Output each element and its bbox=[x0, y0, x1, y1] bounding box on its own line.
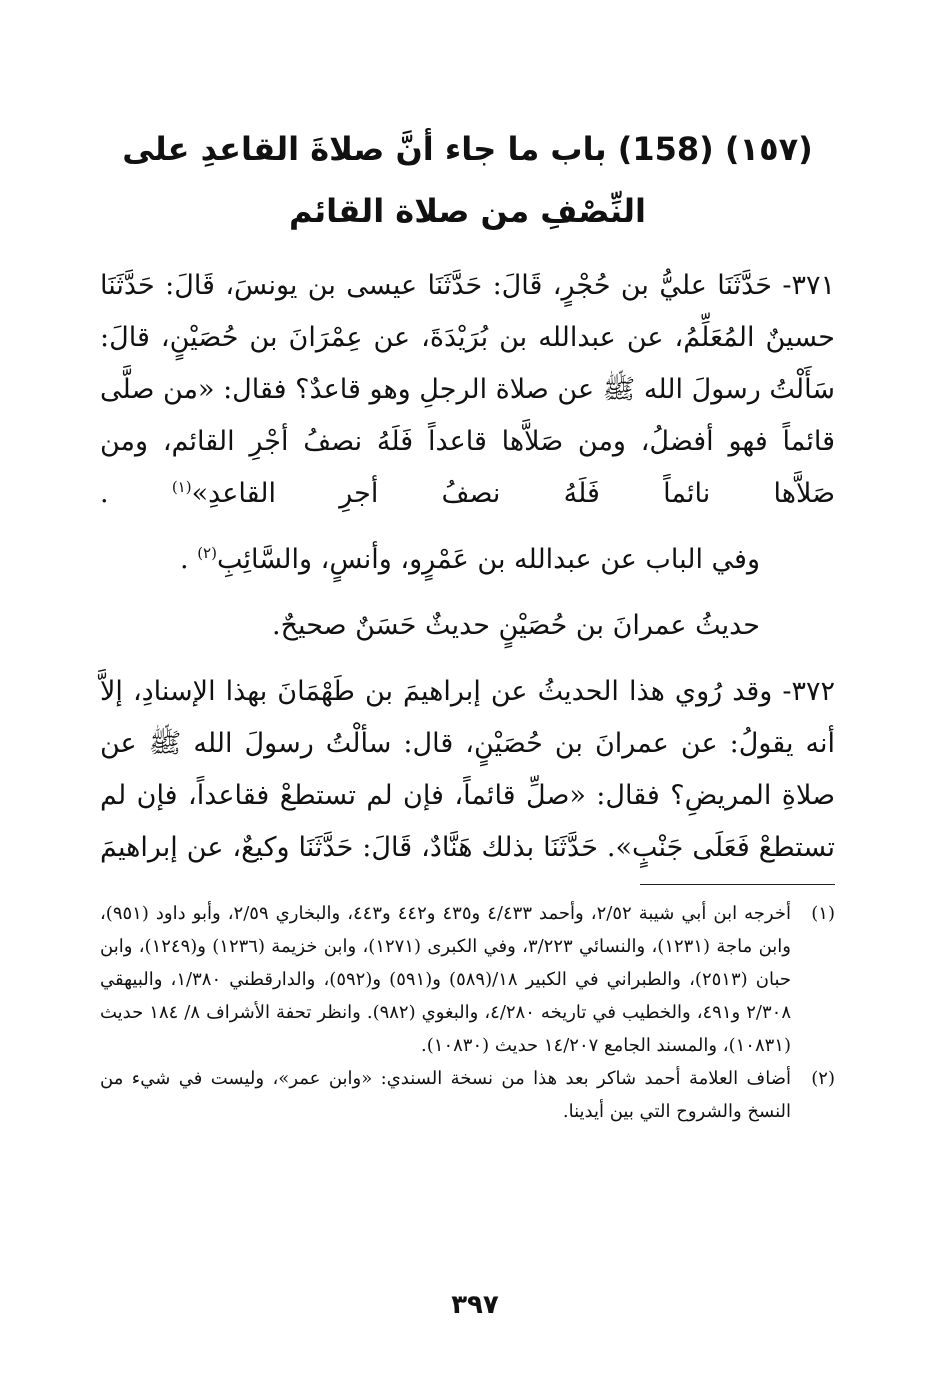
footnote-1-number: (١) bbox=[811, 903, 835, 924]
footnote-2-text: أضاف العلامة أحمد شاكر بعد هذا من نسخة السندي: «وابن عمر»، وليست في شيء من النسخ والشروح التي بين أيدينا. bbox=[100, 1068, 791, 1122]
footnote-1 bbox=[100, 897, 835, 1062]
bab-paragraph bbox=[100, 534, 835, 586]
bab-text: وفي الباب عن عبدالله بن عَمْرٍو، وأنسٍ، والسَّائِبِ bbox=[216, 544, 760, 575]
footnote-ref-1[interactable]: (١) bbox=[171, 478, 192, 496]
hadith-371 bbox=[100, 260, 835, 520]
bab-end: . bbox=[180, 544, 198, 575]
footnote-2 bbox=[100, 1062, 835, 1128]
hadith-371-end: . bbox=[100, 478, 172, 509]
verdict-paragraph: حديثُ عمرانَ بن حُصَيْنٍ حديثٌ حَسَنٌ صحيحٌ. bbox=[272, 610, 760, 641]
footnote-ref-2[interactable]: (٢) bbox=[197, 544, 217, 562]
footnote-1-text: أخرجه ابن أبي شيبة ٢/٥٢، وأحمد ٤/٤٣٣ و٤٣٥ و٤٤٢ و٤٤٣، والبخاري ٢/٥٩، وأبو داود (٩٥١)، وابن ماجة (١٢٣١)، والنسائي ٣/٢٢٣، وفي الكبرى (١٢٧١)، وابن خزيمة (١٢٣٦) و(١٢٤٩)، وابن حبان (٢٥١٣)، والطبراني في الكبير ١٨/(٥٨٩) و(٥٩١) و(٥٩٢)، والدارقطني ١/٣٨٠، والبيهقي ٢/٣٠٨ و٤٩١، والخطيب في تاريخه ٤/٢٨٠، والبغوي (٩٨٢). وانظر تحفة الأشراف ٨/ ١٨٤ حديث (١٠٨٣١)، والمسند الجامع ١٤/٢٠٧ حديث (١٠٨٣٠). bbox=[100, 903, 792, 1056]
footnote-2-number: (٢) bbox=[811, 1068, 835, 1089]
chapter-title: (١٥٧) (158) باب ما جاء أنَّ صلاةَ القاعدِ على النِّصْفِ من صلاة القائم bbox=[122, 130, 813, 230]
hadith-372: ٣٧٢- وقد رُوي هذا الحديثُ عن إبراهيمَ بن طَهْمَانَ بهذا الإسنادِ، إلاَّ أنه يقولُ: عن عمرانَ بن حُصَيْنٍ، قال: سألْتُ رسولَ الله ﷺ عن صلاةِ المريضِ؟ فقال: «صلِّ قائماً، فإن لم تستطعْ فقاعداً، فإن لم تستطعْ فَعَلَى جَنْبٍ». حَدَّثَنَا بذلك هَنَّادٌ، قَالَ: حَدَّثَنَا وكيعٌ، عن إبراهيمَ bbox=[100, 676, 835, 863]
page-content bbox=[100, 118, 835, 1128]
page-number: ٣٩٧ bbox=[451, 1290, 499, 1320]
hadith-371-text: ٣٧١- حَدَّثَنَا عليُّ بن حُجْرٍ، قَالَ: حَدَّثَنَا عيسى بن يونسَ، قَالَ: حَدَّثَنَا حسينٌ المُعَلِّمُ، عن عبدالله بن بُرَيْدَةَ، عن عِمْرَانَ بن حُصَيْنٍ، قالَ: سَأَلْتُ رسولَ الله ﷺ عن صلاة الرجلِ وهو قاعدٌ؟ فقال: «من صلَّى قائماً فهو أفضلُ، ومن صَلاَّها قاعداً فَلَهُ نصفُ أجْرِ القائم، ومن صَلاَّها نائماً فَلَهُ نصفُ أجرِ القاعدِ» bbox=[100, 270, 835, 509]
footnote-divider bbox=[640, 884, 835, 885]
